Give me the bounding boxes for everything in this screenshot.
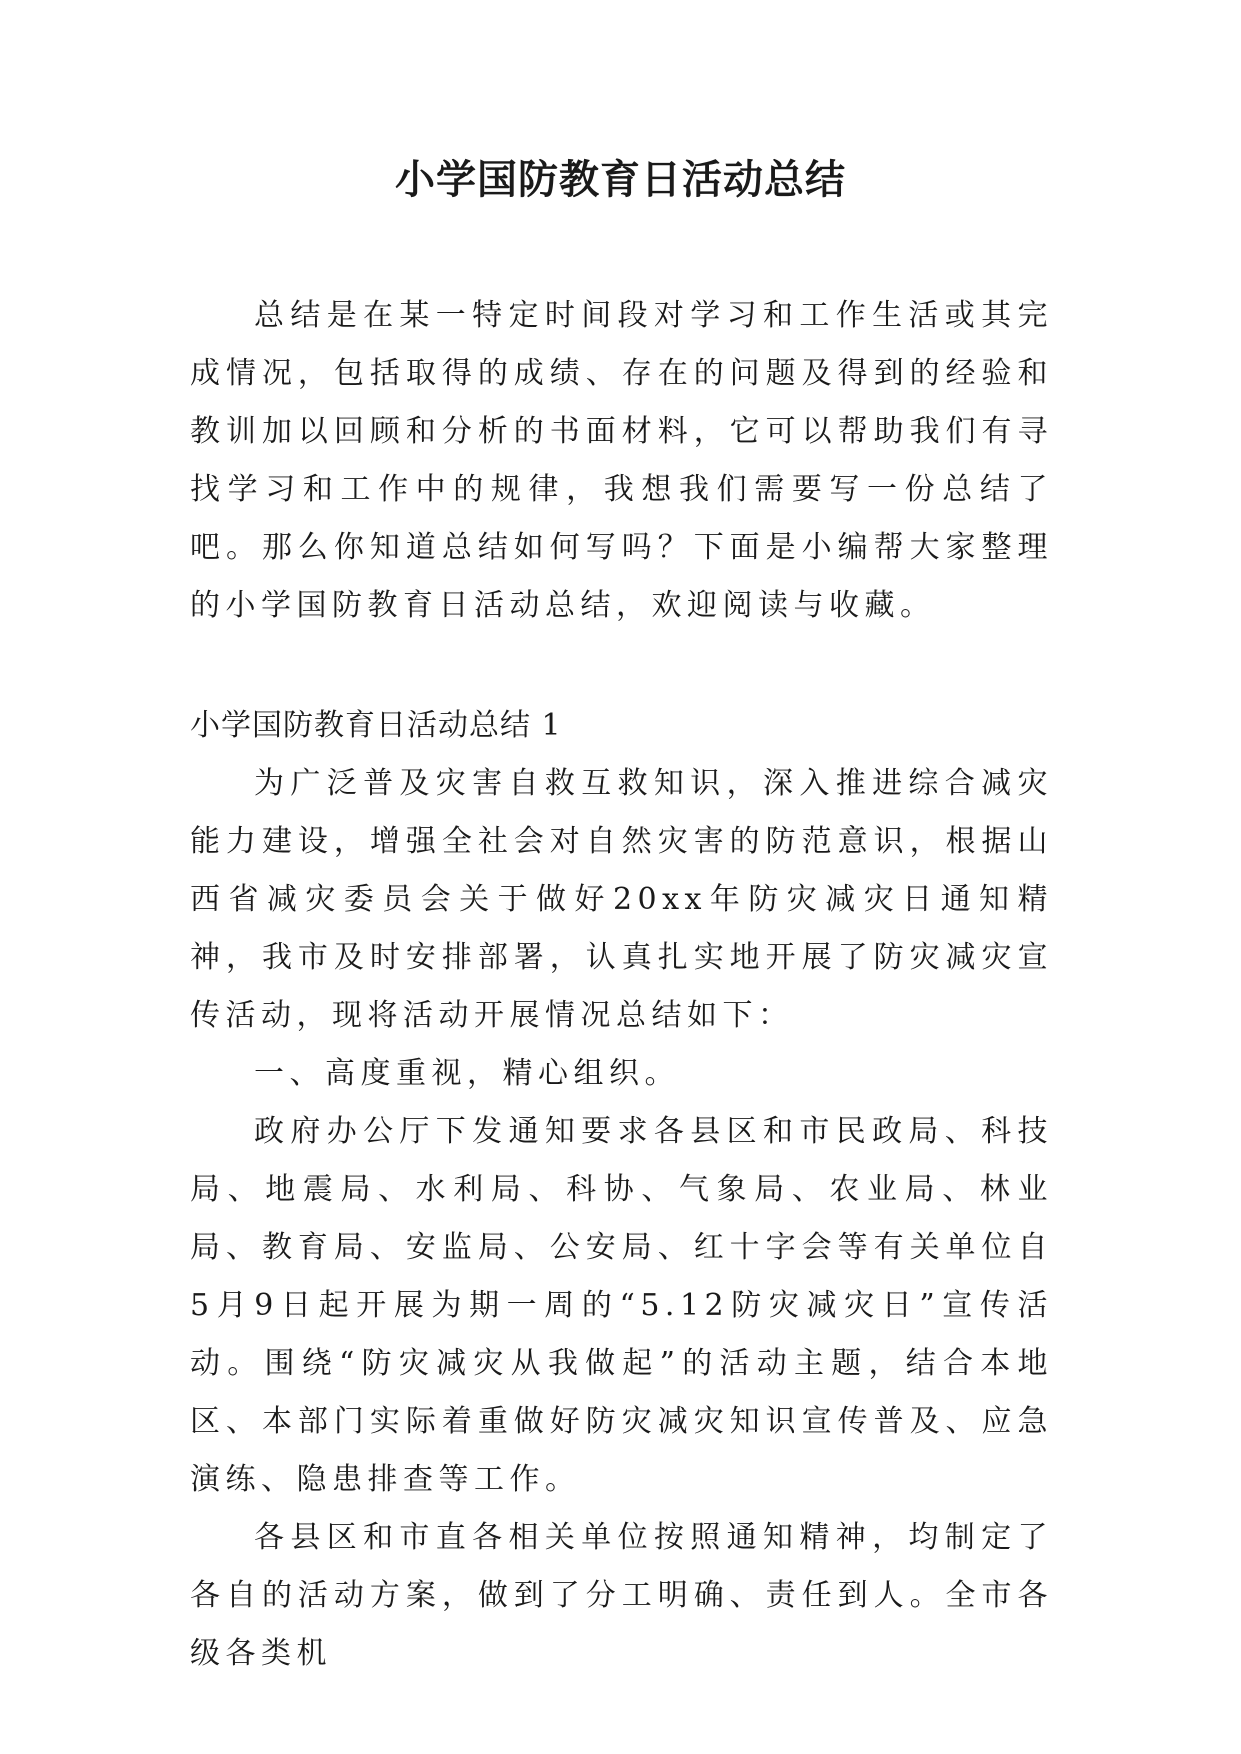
document-title: 小学国防教育日活动总结 xyxy=(395,157,846,203)
section-heading: 小学国防教育日活动总结 1 xyxy=(190,708,562,743)
section-1 xyxy=(190,697,1053,1683)
intro-paragraph: 总结是在某一特定时间段对学习和工作生活或其完成情况，包括取得的成绩、存在的问题及得到的经验和教训加以回顾和分析的书面材料，它可以帮助我们有寻找学习和工作中的规律，我想我们需要写一份总结了吧。那么你知道总结如何写吗？下面是小编帮大家整理的小学国防教育日活动总结，欢迎阅读与收藏。 xyxy=(190,298,1053,623)
section-paragraph-2: 一、高度重视，精心组织。 xyxy=(254,1056,680,1091)
section-paragraph-4: 各县区和市直各相关单位按照通知精神，均制定了各自的活动方案，做到了分工明确、责任到人。全市各级各类机 xyxy=(190,1520,1053,1671)
section-paragraph-1: 为广泛普及灾害自救互救知识，深入推进综合减灾能力建设，增强全社会对自然灾害的防范意识，根据山西省减灾委员会关于做好20xx年防灾减灾日通知精神，我市及时安排部署，认真扎实地开展了防灾减灾宣传活动，现将活动开展情况总结如下： xyxy=(190,766,1053,1033)
section-paragraph-3: 政府办公厅下发通知要求各县区和市民政局、科技局、地震局、水利局、科协、气象局、农业局、林业局、教育局、安监局、公安局、红十字会等有关单位自5月9日起开展为期一周的“5.12防灾减灾日”宣传活动。围绕“防灾减灾从我做起”的活动主题，结合本地区、本部门实际着重做好防灾减灾知识宣传普及、应急演练、隐患排查等工作。 xyxy=(190,1114,1053,1497)
